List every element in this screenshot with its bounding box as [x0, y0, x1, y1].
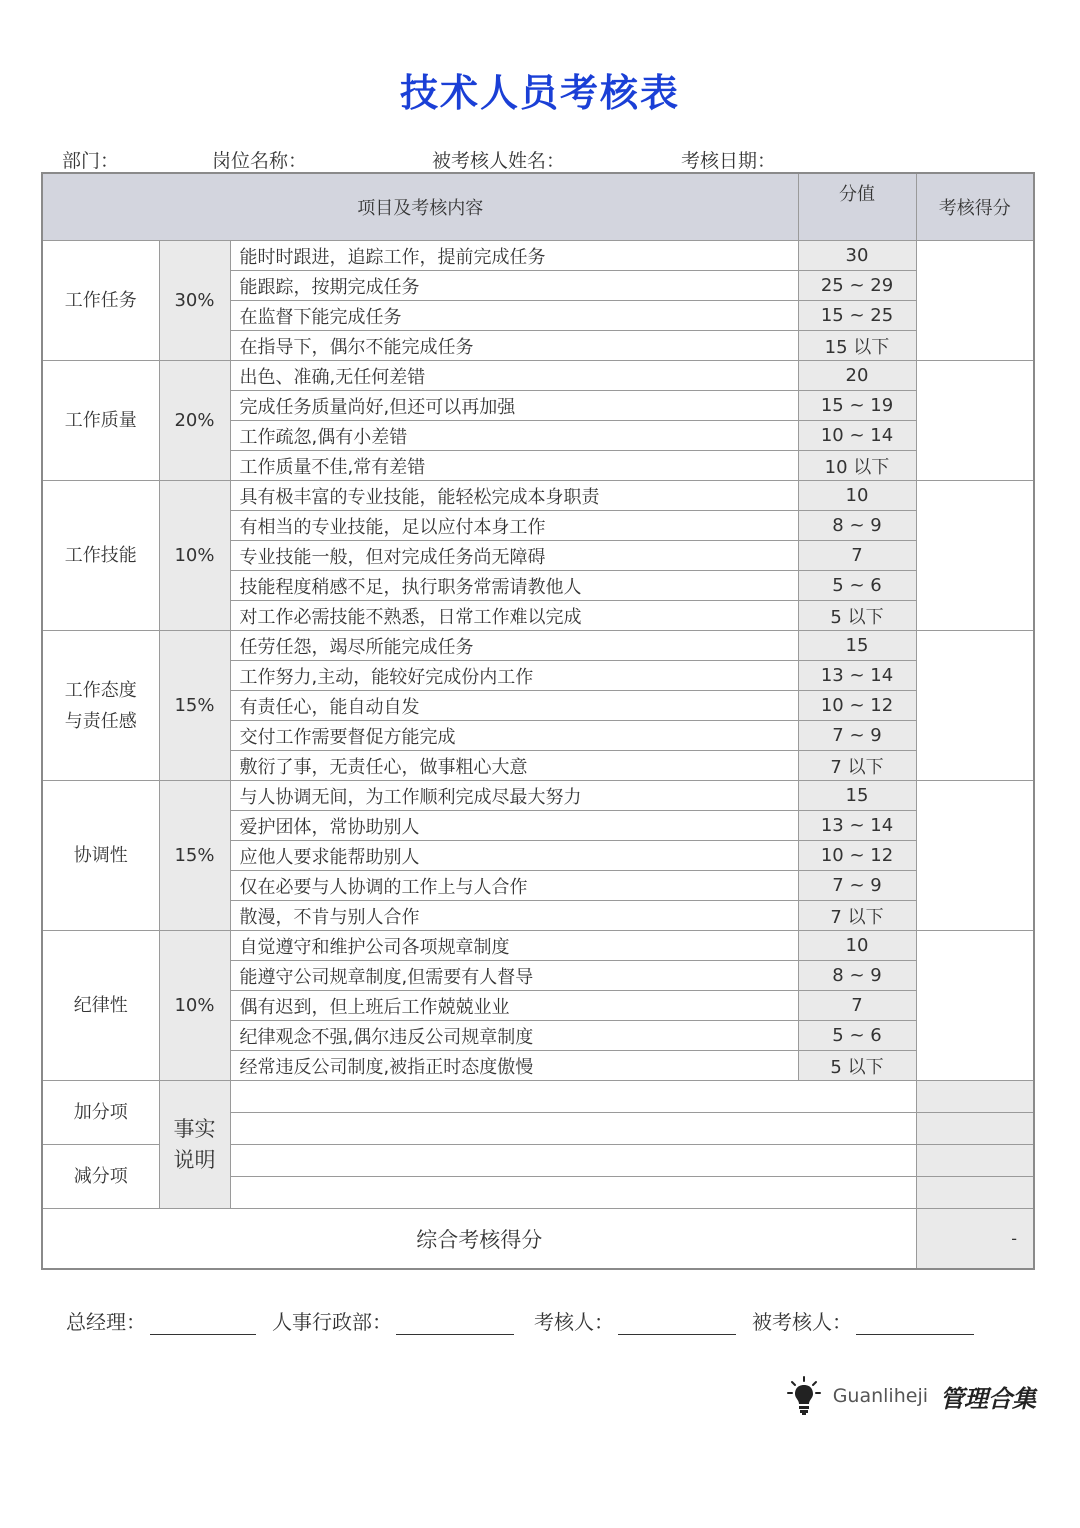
category-name	[42, 781, 159, 931]
criterion-description: 在指导下，偶尔不能完成任务	[230, 331, 798, 361]
adjust-score-cell[interactable]	[916, 1081, 1034, 1113]
fact-label-line2: 说明	[173, 1147, 216, 1172]
criterion-score-range: 7 以下	[798, 901, 916, 931]
criterion-description: 敷衍了事，无责任心，做事粗心大意	[230, 751, 798, 781]
criterion-score-range: 7 ~ 9	[798, 721, 916, 751]
assessee-blank[interactable]	[856, 1314, 974, 1335]
criterion-score-range: 5 以下	[798, 1051, 916, 1081]
category-name-line1: 纪律性	[73, 995, 128, 1016]
dept-blank[interactable]	[123, 152, 201, 173]
table-row	[42, 481, 1034, 511]
assessment-table	[41, 172, 1035, 1270]
criterion-description: 散漫，不肯与别人合作	[230, 901, 798, 931]
criterion-score-range: 30	[798, 241, 916, 271]
criterion-description: 工作努力,主动，能较好完成份内工作	[230, 661, 798, 691]
criterion-description: 交付工作需要督促方能完成	[230, 721, 798, 751]
position-blank[interactable]	[311, 152, 417, 173]
assessor-label: 考核人：	[534, 1310, 614, 1334]
assessee-signature	[752, 1306, 974, 1335]
criterion-description: 有责任心，能自动自发	[230, 691, 798, 721]
criterion-score-range: 5 ~ 6	[798, 571, 916, 601]
criterion-score-range: 7 以下	[798, 751, 916, 781]
category-name-line1: 工作质量	[64, 410, 137, 431]
criterion-score-range: 20	[798, 361, 916, 391]
name-field	[432, 146, 667, 173]
category-name	[42, 481, 159, 631]
table-row	[42, 361, 1034, 391]
criterion-description: 有相当的专业技能，足以应付本身工作	[230, 511, 798, 541]
criterion-score-range: 8 ~ 9	[798, 511, 916, 541]
position-field	[212, 146, 417, 173]
criterion-description: 与人协调无间，为工作顺利完成尽最大努力	[230, 781, 798, 811]
brand-english: Guanliheji	[832, 1385, 928, 1407]
criterion-score-range: 10 ~ 14	[798, 421, 916, 451]
assessor-blank[interactable]	[618, 1314, 736, 1335]
lightbulb-icon	[787, 1376, 821, 1416]
category-weight: 15%	[159, 631, 230, 781]
header-result: 考核得分	[916, 173, 1034, 241]
gm-label: 总经理：	[66, 1310, 146, 1334]
criterion-description: 偶有迟到，但上班后工作兢兢业业	[230, 991, 798, 1021]
category-weight: 30%	[159, 241, 230, 361]
criterion-score-range: 8 ~ 9	[798, 961, 916, 991]
gm-blank[interactable]	[150, 1314, 256, 1335]
hr-label: 人事行政部：	[272, 1310, 392, 1334]
dept-label: 部门：	[62, 150, 120, 172]
criterion-description: 纪律观念不强,偶尔违反公司规章制度	[230, 1021, 798, 1051]
criterion-description: 具有极丰富的专业技能，能轻松完成本身职责	[230, 481, 798, 511]
gm-signature	[66, 1306, 256, 1335]
adjust-score-cell[interactable]	[916, 1145, 1034, 1177]
category-weight: 15%	[159, 781, 230, 931]
criterion-description: 任劳任怨，竭尽所能完成任务	[230, 631, 798, 661]
table-row	[42, 931, 1034, 961]
criterion-score-range: 10	[798, 931, 916, 961]
table-row	[42, 1081, 1034, 1113]
criterion-score-range: 7	[798, 991, 916, 1021]
adjust-score-cell[interactable]	[916, 1113, 1034, 1145]
criterion-score-range: 13 ~ 14	[798, 661, 916, 691]
criterion-description: 爱护团体，常协助别人	[230, 811, 798, 841]
date-blank[interactable]	[780, 152, 898, 173]
criterion-description: 完成任务质量尚好,但还可以再加强	[230, 391, 798, 421]
criterion-score-range: 7	[798, 541, 916, 571]
result-score-cell[interactable]	[916, 361, 1034, 481]
table-header-row	[42, 173, 1034, 241]
criterion-description: 工作质量不佳,常有差错	[230, 451, 798, 481]
category-name-line1: 工作态度	[64, 679, 137, 701]
hr-blank[interactable]	[396, 1314, 514, 1335]
date-label: 考核日期：	[681, 150, 777, 172]
criterion-score-range: 13 ~ 14	[798, 811, 916, 841]
total-row	[42, 1209, 1034, 1270]
result-score-cell[interactable]	[916, 931, 1034, 1081]
assessor-signature	[534, 1306, 736, 1335]
dept-field	[62, 146, 201, 173]
criterion-description: 工作疏忽,偶有小差错	[230, 421, 798, 451]
criterion-description: 在监督下能完成任务	[230, 301, 798, 331]
category-name-line1: 协调性	[73, 845, 128, 866]
fact-input-cell[interactable]	[230, 1081, 916, 1113]
criterion-score-range: 10 以下	[798, 451, 916, 481]
result-score-cell[interactable]	[916, 631, 1034, 781]
criterion-score-range: 15	[798, 631, 916, 661]
page-title: 技术人员考核表	[399, 71, 680, 115]
result-score-cell[interactable]	[916, 781, 1034, 931]
position-label: 岗位名称：	[212, 150, 308, 172]
result-score-cell[interactable]	[916, 241, 1034, 361]
category-name	[42, 241, 159, 361]
criterion-description: 仅在必要与人协调的工作上与人合作	[230, 871, 798, 901]
criterion-score-range: 7 ~ 9	[798, 871, 916, 901]
table-row	[42, 631, 1034, 661]
header-item: 项目及考核内容	[42, 173, 798, 241]
brand-mark	[787, 1376, 1036, 1416]
criterion-description: 技能程度稍感不足，执行职务常需请教他人	[230, 571, 798, 601]
fact-label-line1: 事实	[173, 1116, 216, 1141]
category-name-line2: 与责任感	[64, 710, 137, 732]
total-score-cell[interactable]: -	[916, 1209, 1034, 1270]
criterion-description: 能时时跟进，追踪工作，提前完成任务	[230, 241, 798, 271]
fact-input-cell[interactable]	[230, 1113, 916, 1145]
criterion-score-range: 15 ~ 19	[798, 391, 916, 421]
name-label: 被考核人姓名：	[432, 150, 566, 172]
fact-description-label	[159, 1081, 230, 1209]
category-name	[42, 361, 159, 481]
category-name-line1: 工作技能	[64, 545, 137, 566]
fact-input-cell[interactable]	[230, 1177, 916, 1209]
criterion-description: 经常违反公司制度,被指正时态度傲慢	[230, 1051, 798, 1081]
brand-chinese: 管理合集	[940, 1383, 1036, 1413]
criterion-score-range: 5 ~ 6	[798, 1021, 916, 1051]
criterion-description: 专业技能一般，但对完成任务尚无障碍	[230, 541, 798, 571]
criterion-score-range: 5 以下	[798, 601, 916, 631]
criterion-score-range: 25 ~ 29	[798, 271, 916, 301]
criterion-score-range: 10	[798, 481, 916, 511]
penalty-label: 减分项	[42, 1145, 159, 1209]
assessee-label: 被考核人：	[752, 1310, 852, 1334]
category-weight: 20%	[159, 361, 230, 481]
result-score-cell[interactable]	[916, 481, 1034, 631]
name-blank[interactable]	[569, 152, 667, 173]
criterion-description: 对工作必需技能不熟悉，日常工作难以完成	[230, 601, 798, 631]
table-row	[42, 241, 1034, 271]
header-score: 分值	[798, 173, 916, 241]
criterion-description: 出色、准确,无任何差错	[230, 361, 798, 391]
criterion-description: 应他人要求能帮助别人	[230, 841, 798, 871]
category-name	[42, 931, 159, 1081]
criterion-score-range: 15 以下	[798, 331, 916, 361]
criterion-score-range: 10 ~ 12	[798, 691, 916, 721]
fact-input-cell[interactable]	[230, 1145, 916, 1177]
criterion-score-range: 15 ~ 25	[798, 301, 916, 331]
criterion-description: 能跟踪，按期完成任务	[230, 271, 798, 301]
category-weight: 10%	[159, 931, 230, 1081]
category-name-line1: 工作任务	[64, 290, 137, 311]
category-weight: 10%	[159, 481, 230, 631]
criterion-description: 能遵守公司规章制度,但需要有人督导	[230, 961, 798, 991]
category-name	[42, 631, 159, 781]
date-field	[681, 146, 898, 173]
bonus-label: 加分项	[42, 1081, 159, 1145]
hr-signature	[272, 1306, 514, 1335]
total-label: 综合考核得分	[42, 1209, 916, 1270]
criterion-score-range: 10 ~ 12	[798, 841, 916, 871]
adjust-score-cell[interactable]	[916, 1177, 1034, 1209]
criterion-description: 自觉遵守和维护公司各项规章制度	[230, 931, 798, 961]
table-row	[42, 781, 1034, 811]
criterion-score-range: 15	[798, 781, 916, 811]
